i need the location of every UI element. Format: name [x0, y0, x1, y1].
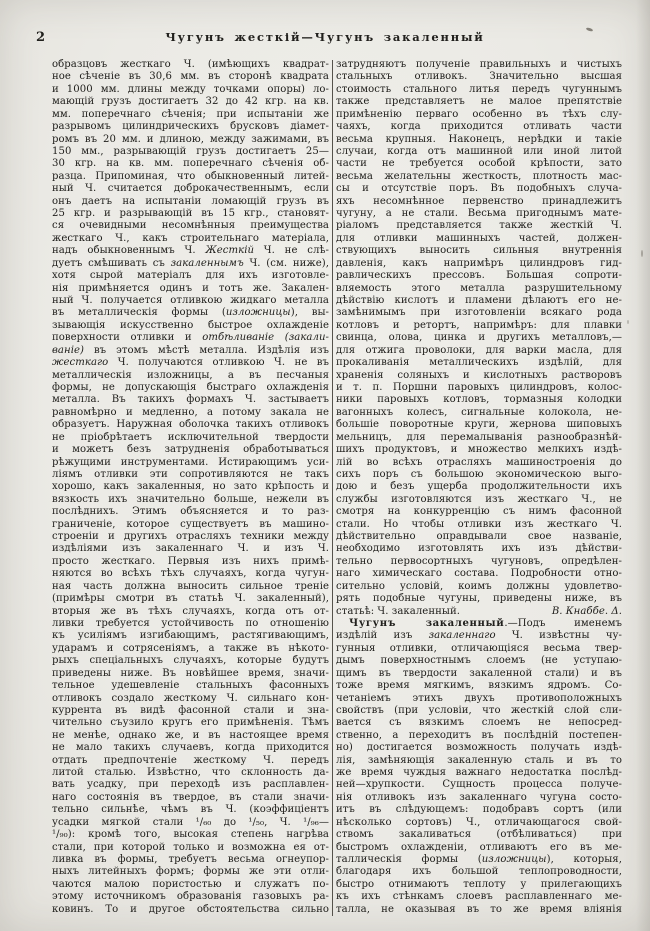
text-line: ственно, а переходитъ въ послѣдній постепен- — [336, 729, 622, 741]
text-line: ся очевидными несомнѣнныя преимущества — [52, 220, 329, 232]
text-line: ствомъ закаливаться (отбѣливаться) при — [336, 829, 622, 841]
text-line: лія, замѣняющія закаленную сталь и въ то — [336, 754, 622, 766]
text-line: литой сталью. Извѣстно, что склонность да- — [52, 767, 329, 779]
text-run: ), которыя, — [546, 854, 622, 865]
text-line: мающій грузъ достигаетъ 32 до 42 кгр. на кв. — [52, 96, 329, 108]
text-line: просто жесткаго. Первыя изъ нихъ примѣ- — [52, 555, 329, 567]
text-line: 30 кгр. на кв. мм. поперечнаго сѣченія об- — [52, 158, 329, 170]
text-line: 25 кгр. и разрывающій въ 15 кгр., становят- — [52, 208, 329, 220]
text-line: не мало такихъ случаевъ, когда приходится — [52, 742, 329, 754]
text-line: не пріобрѣтаетъ исключительной твердости — [52, 431, 329, 443]
text-line: щимъ въ твердости закаленной стали) и въ — [336, 667, 622, 679]
text-line: гунныя отливки, отличающіяся весьма твер- — [336, 642, 622, 654]
text-line: шихъ продуктовъ, и множество мелкихъ издѣ- — [336, 444, 622, 456]
text-line: и можетъ безъ затрудненія обработываться — [52, 444, 329, 456]
text-line: ники паровыхъ котловъ, тормазныя колодки — [336, 394, 622, 406]
text-line: чительно съузило кругъ его примѣненія. Тѣмъ — [52, 717, 329, 729]
text-line: не менѣе, однако же, и въ настоящее время — [52, 729, 329, 741]
text-line: части не требуется особой крѣпости, зато — [336, 158, 622, 170]
text-line: рѣжущими инструментами. Истирающимъ уси- — [52, 456, 329, 468]
text-line: лій во всѣхъ отрасляхъ машиностроенія до — [336, 456, 622, 468]
text-run: дуетъ смѣшивать съ — [52, 257, 171, 269]
text-line: 150 мм., разрывающій грузъ достигаетъ 25— — [52, 145, 329, 157]
text-run: жесткаго — [52, 357, 109, 369]
text-line: тельное удешевленіе стальныхъ фасонныхъ — [52, 680, 329, 692]
text-line: дѣйствію кислотъ и пламени дѣлаютъ его не- — [336, 295, 622, 307]
text-run: издѣлій изъ — [336, 630, 429, 642]
text-line: куррента въ видѣ фасонной стали и зна- — [52, 704, 329, 716]
text-line: мм. поперечнаго сѣченія; при испытаніи же — [52, 108, 329, 120]
text-line: вязкость ихъ значительно больше, нежели въ — [52, 493, 329, 505]
text-run: изложницы — [481, 854, 547, 865]
text-line: нѣсколько сортовъ) Ч., отличающагося свой- — [336, 816, 622, 828]
text-line — [336, 606, 622, 618]
text-line: же время чуждыя важнаго недостатка послѣд- — [336, 767, 622, 779]
text-line: металлическія изложницы, а въ песчаныя — [52, 369, 329, 381]
text-line: чаяхъ, когда приходится отливать части — [336, 121, 622, 133]
author-signature: В. Кнаббе. Δ. — [551, 605, 622, 617]
text-line: храненія соляныхъ и кислотныхъ растворовъ — [336, 369, 622, 381]
text-line: ныхъ литейныхъ формъ; формы же эти отли- — [52, 866, 329, 878]
text-line: этому источникомъ образованія газовыхъ ра- — [52, 891, 329, 903]
text-line: котловъ и ретортъ, напримѣръ: для плавки — [336, 319, 622, 331]
text-line: тельно первосортныхъ чугуновъ, опредѣлен- — [336, 555, 622, 567]
text-line: чугуну, а не стали. Весьма пригоднымъ мате- — [336, 208, 622, 220]
text-line: ¹/₉₀): кромѣ того, высокая степень нагрѣва — [52, 829, 329, 841]
text-line: стали. Но чтобы отливки изъ жесткаго Ч. — [336, 518, 622, 530]
text-line: ливки требуется устойчивость по отношенію — [52, 617, 329, 629]
text-line: итъ въ слѣдующемъ: подобравъ сортъ (или — [336, 804, 622, 816]
text-line: сихъ поръ съ большою экономическою выго- — [336, 468, 622, 480]
text-line: яхъ несомнѣнное первенство принадлежитъ — [336, 195, 622, 207]
left-column — [52, 59, 329, 916]
text-line: свинца, олова, цинка и другихъ металловъ,— — [336, 332, 622, 344]
text-line: усадки мягкой стали ¹/₆₀ до ¹/₅₀, Ч. ¹/₉₆— — [52, 816, 329, 828]
text-line: чаются малою пористостью и служатъ по- — [52, 878, 329, 890]
text-line: службы изготовляются изъ жесткаго Ч., не — [336, 493, 622, 505]
text-run: отбѣливаніе (закали- — [202, 332, 329, 344]
text-line: дѣйствительно оправдывали свое названіе, — [336, 531, 622, 543]
text-line: граниченіе, которое существуетъ въ машино- — [52, 518, 329, 530]
text-line — [52, 357, 329, 369]
text-line: замѣнимымъ при изготовленіи всякаго рода — [336, 307, 622, 319]
text-columns — [52, 59, 622, 916]
text-line: формы, не допускающія быстраго охлажденія — [52, 381, 329, 393]
text-line: зывающія искусственно быстрое охлажденіе — [52, 319, 329, 331]
text-line: вагонныхъ колесъ, сигнальные колокола, не- — [336, 406, 622, 418]
right-column — [336, 59, 622, 916]
text-line: наго состоянія въ твердое, въ стали значи- — [52, 791, 329, 803]
text-line: наго химическаго состава. Подробности отно- — [336, 568, 622, 580]
text-line: стоимость стального литья передъ чугуннымъ — [336, 83, 622, 95]
text-line: ударамъ и сотрясеніямъ, а также въ нѣкото- — [52, 642, 329, 654]
text-line: но) достигается возможность получать издѣ- — [336, 742, 622, 754]
text-line: сы и отсутствіе поръ. Въ подобныхъ случа- — [336, 183, 622, 195]
text-line: тоже время мягкимъ, вязкимъ ядромъ. Со- — [336, 680, 622, 692]
text-line: и 1000 мм. длины между точками опоры) ло- — [52, 83, 329, 95]
text-line: смотря на конкурренцію съ нимъ фасонной — [336, 506, 622, 518]
scan-artifact — [627, 320, 629, 324]
text-line: онъ даетъ на испытаніи ломающій грузъ въ — [52, 195, 329, 207]
text-run: Ч. не слѣ- — [254, 245, 329, 257]
text-line: дымъ поверхностнымъ слоемъ (не уступаю- — [336, 655, 622, 667]
text-line: свойствъ (при условіи, что жесткій слой сли- — [336, 704, 622, 716]
text-run: въ металлическія формы ( — [52, 307, 226, 319]
text-line: рять подобные чугуны, приведены ниже, въ — [336, 593, 622, 605]
text-run: поверхности отливки и — [52, 332, 203, 344]
running-title: Чугунъ жесткій—Чугунъ закаленный — [165, 30, 485, 44]
text-line: ное сѣченіе въ 30,6 мм. въ сторонѣ квадрата — [52, 71, 329, 83]
text-line: къ ихъ стѣнкамъ слоевъ расплавленнаго ме- — [336, 891, 622, 903]
text-line: къ усиліямъ изгибающимъ, растягивающимъ, — [52, 630, 329, 642]
text-line: няются во всѣхъ тѣхъ случаяхъ, когда чугун- — [52, 568, 329, 580]
text-line: необходимо изготовлять ихъ изъ дѣйстви- — [336, 543, 622, 555]
text-line: хотя сырой матеріалъ для ихъ изготовле- — [52, 270, 329, 282]
text-line: тельно сильнѣе, чѣмъ въ Ч. (коэффиціентъ — [52, 804, 329, 816]
text-line: вается съ вязкимъ слоемъ не непосред- — [336, 717, 622, 729]
text-line: стальныхъ отливокъ. Значительно высшая — [336, 71, 622, 83]
text-line: ный Ч. получается отливкою жидкаго металла — [52, 295, 329, 307]
text-line: ный Ч. считается доброкачественнымъ, если — [52, 183, 329, 195]
text-run: закаленнымъ — [170, 257, 244, 269]
text-line: большіе поворотные круги, жернова шиповыхъ — [336, 419, 622, 431]
text-run: Ч. (см. ниже), — [243, 257, 329, 269]
text-line: затрудняютъ полученіе правильныхъ и чистыхъ — [336, 59, 622, 70]
text-line: вать усадку, при переходѣ изъ расплавлен- — [52, 779, 329, 791]
text-line: рыхъ спеціальныхъ случаяхъ, которые будутъ — [52, 655, 329, 667]
text-line — [52, 345, 329, 357]
text-line: ная часть должна выносить сильное треніе — [52, 580, 329, 592]
text-line: послѣднихъ. Этимъ объясняется и то раз- — [52, 506, 329, 518]
text-line: примѣненію перваго особенно въ тѣхъ слу- — [336, 108, 622, 120]
text-line: ковинъ. То и другое обстоятельства сильно — [52, 903, 329, 915]
text-run: надъ обыкновеннымъ Ч. — [52, 245, 206, 257]
text-line: благодаря ихъ большой теплопроводности, — [336, 866, 622, 878]
text-line: четаніемъ этихъ двухъ противоположныхъ — [336, 692, 622, 704]
text-line — [336, 618, 622, 630]
text-line: талла, не оказывая въ то же время вліянія — [336, 903, 622, 915]
text-line: случаи, когда отъ машинной или иной литой — [336, 145, 622, 157]
text-run: статьѣ: Ч. закаленный. — [336, 605, 461, 617]
text-line: хорошо, какъ закаленныя, но зато крѣпость и — [52, 481, 329, 493]
text-run: ваніе) — [52, 344, 84, 356]
text-line: равлическихъ прессовъ. Большая сопроти- — [336, 270, 622, 282]
text-line: равномѣрно и медленно, а потому закала не — [52, 406, 329, 418]
text-line: для отливки машинныхъ частей, должен- — [336, 232, 622, 244]
text-line: отдать предпочтеніе жесткому Ч. передъ — [52, 754, 329, 766]
text-line: мельницъ, для перемалыванія разнообразнѣй- — [336, 431, 622, 443]
text-line: разрывомъ цилиндрическихъ брусковъ діамет- — [52, 121, 329, 133]
text-line: весьма крупныя. Наконецъ, нерѣдки и такіе — [336, 133, 622, 145]
text-line: (примѣры смотри въ статьѣ Ч. закаленный), — [52, 593, 329, 605]
text-run: таллическія формы ( — [336, 854, 482, 865]
text-run: Ч. получаются отливкою Ч. не въ — [108, 357, 329, 369]
text-line: для отжига проволоки, для варки масла, для — [336, 344, 622, 356]
page-number: 2 — [36, 30, 46, 45]
text-line — [52, 307, 329, 319]
text-line: ліямъ отливки эти сопротивляются не такъ — [52, 468, 329, 480]
text-line: весьма желательны жесткость, плотность мас- — [336, 170, 622, 182]
text-line: ливка въ формы, требуетъ весьма огнеупор- — [52, 854, 329, 865]
text-line: также представляетъ не малое препятствіе — [336, 96, 622, 108]
text-line — [336, 854, 622, 866]
text-run: Ч. извѣстны чу- — [495, 630, 622, 642]
text-line: вляемость этого металла разрушительному — [336, 282, 622, 294]
text-line: ромъ въ 20 мм. и длиною, между зажимами, въ — [52, 133, 329, 145]
text-line: образуетъ. Наружная оболочка такихъ отливокъ — [52, 419, 329, 431]
page-header — [0, 30, 650, 48]
text-run: въ этомъ мѣстѣ металла. Издѣлія изъ — [83, 344, 329, 356]
text-line: ріаломъ представляется также жесткій Ч. — [336, 220, 622, 232]
text-line: металла. Въ такихъ формахъ Ч. застываетъ — [52, 394, 329, 406]
text-line: нія примѣняется одинъ и тотъ же. Закален- — [52, 282, 329, 294]
text-line — [52, 332, 329, 344]
text-line: жесткаго Ч., какъ строительнаго матеріала, — [52, 232, 329, 244]
text-line: образцовъ жесткаго Ч. (имѣющихъ квадрат- — [52, 59, 329, 70]
text-line: отливокъ создало жесткому Ч. сильнаго кон- — [52, 692, 329, 704]
text-run: .—Подъ именемъ — [504, 617, 622, 629]
column-divider-rule — [332, 60, 333, 916]
text-line: ней—хрупкости. Сущность процесса получе- — [336, 779, 622, 791]
text-line: строеніи и другихъ отрасляхъ техники между — [52, 531, 329, 543]
text-line: сительно условій, коимъ должны удовлетво- — [336, 580, 622, 592]
text-line: давленія, какъ напримѣръ цилиндровъ гид- — [336, 257, 622, 269]
text-line: нія отливокъ изъ закаленнаго чугуна состо- — [336, 791, 622, 803]
text-run: ), вы- — [290, 307, 329, 319]
text-run: изложницы — [225, 307, 291, 319]
article-heading: Чугунъ закаленный — [349, 617, 505, 629]
text-line: разца. Припоминая, что обыкновенный литей- — [52, 170, 329, 182]
text-line: дою и безъ ущерба продолжительности ихъ — [336, 481, 622, 493]
text-line: издѣліями изъ закаленнаго Ч. и изъ Ч. — [52, 543, 329, 555]
text-line — [52, 258, 329, 270]
text-line — [336, 630, 622, 642]
text-line: прокаливанія металлическихъ издѣлій, для — [336, 357, 622, 369]
text-line: быстро отнимаютъ теплоту у прилегающихъ — [336, 878, 622, 890]
text-line — [52, 245, 329, 257]
text-run: Жесткій — [205, 245, 255, 257]
text-line: быстромъ охлажденіи, отливаютъ его въ ме- — [336, 841, 622, 853]
text-line: вторыя же въ тѣхъ случаяхъ, когда отъ от- — [52, 605, 329, 617]
text-line: стали, при которой только и возможна ея от- — [52, 841, 329, 853]
text-line: приведены ниже. Въ новѣйшее время, значи- — [52, 667, 329, 679]
text-line: ствующихъ выносить сильныя внутреннія — [336, 245, 622, 257]
text-line: и т. п. Поршни паровыхъ цилиндровъ, колос- — [336, 381, 622, 393]
text-run: закаленнаго — [428, 630, 496, 642]
scan-edge-shading — [636, 0, 650, 931]
